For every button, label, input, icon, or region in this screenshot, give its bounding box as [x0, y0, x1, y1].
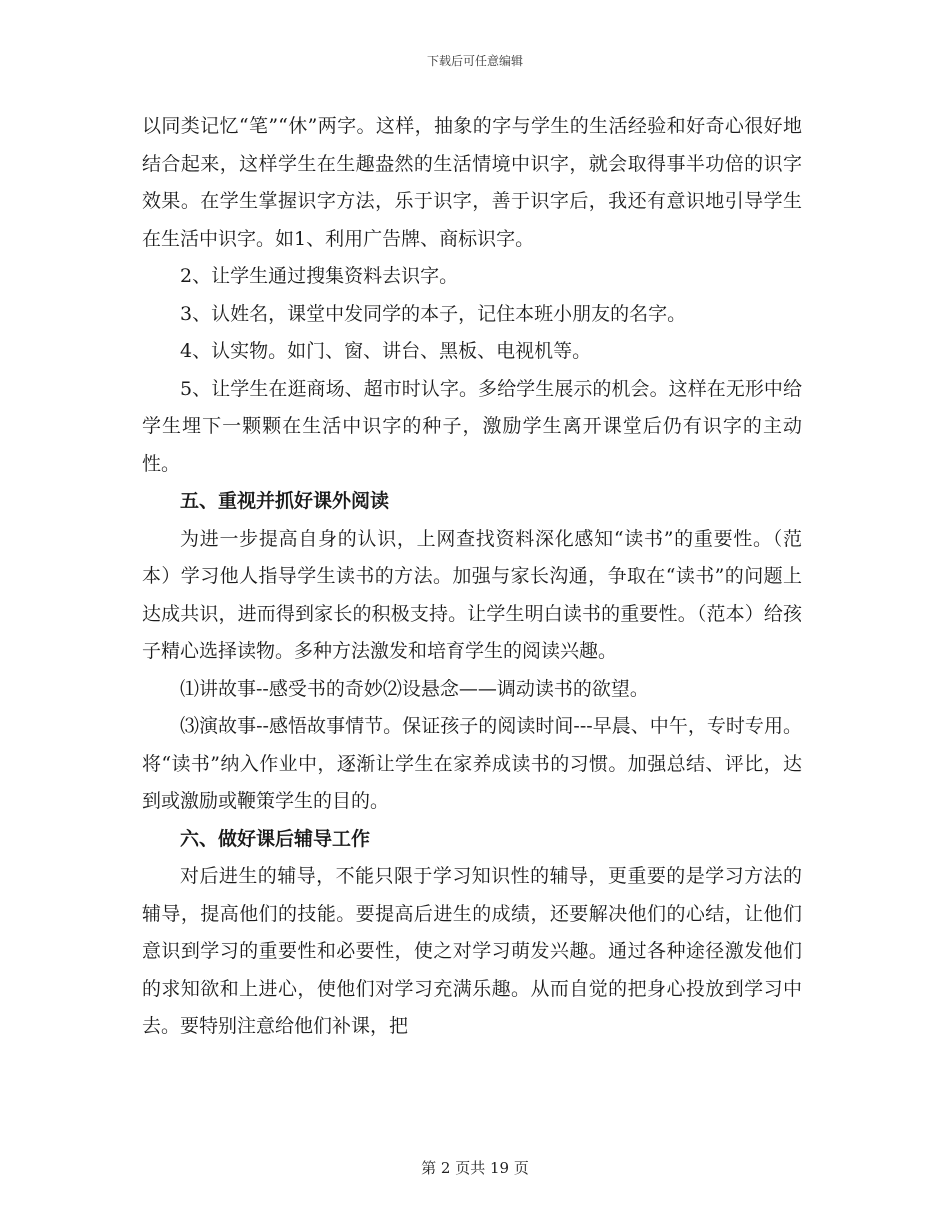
section-heading-6: 六、做好课后辅导工作 [180, 827, 371, 850]
page-footer: 第 2 页共 19 页 [421, 1159, 529, 1177]
paragraph-continuation: 以同类记忆“笔”“休”两字。这样，抽象的字与学生的生活经验和好奇心很好地结合起来，这样学生在生趣盎然的生活情境中识字，就会取得事半功倍的识字效果。在学生掌握识字方法，乐于识字，善于识字后，我还有意识地引导学生在生活中识字。如1、利用广告牌、商标识字。 [142, 115, 802, 250]
paragraph-reading-items-2: ⑶演故事--感悟故事情节。保证孩子的阅读时间---早晨、中午，专时专用。将“读书”纳入作业中，逐渐让学生在家养成读书的习惯。加强总结、评比，达到或激励或鞭策学生的目的。 [142, 715, 802, 812]
list-item-3: 3、认姓名，课堂中发同学的本子，记住本班小朋友的名字。 [180, 302, 687, 325]
list-item-4: 4、认实物。如门、窗、讲台、黑板、电视机等。 [180, 340, 592, 362]
list-item-2: 2、让学生通过搜集资料去识字。 [180, 265, 459, 287]
document-body [142, 108, 802, 1046]
paragraph-reading-items-1: ⑴讲故事--感受书的奇妙⑵设悬念——调动读书的欲望。 [180, 677, 649, 700]
list-item-5: 5、让学生在逛商场、超市时认字。多给学生展示的机会。这样在无形中给学生埋下一颗颗在生活中识字的种子，激励学生离开课堂后仍有识字的主动性。 [142, 377, 802, 475]
section-heading-5: 五、重视并抓好课外阅读 [180, 490, 390, 512]
paragraph-reading: 为进一步提高自身的认识，上网查找资料深化感知“读书”的重要性。（范本）学习他人指导学生读书的方法。加强与家长沟通，争取在“读书”的问题上达成共识，进而得到家长的积极支持。让学生明白读书的重要性。（范本）给孩子精心选择读物。多种方法激发和培育学生的阅读兴趣。 [142, 527, 802, 662]
paragraph-tutoring: 对后进生的辅导，不能只限于学习知识性的辅导，更重要的是学习方法的辅导，提高他们的技能。要提高后进生的成绩，还要解决他们的心结，让他们意识到学习的重要性和必要性，使之对学习萌发兴趣。通过各种途径激发他们的求知欲和上进心，使他们对学习充满乐趣。从而自觉的把身心投放到学习中去。要特别注意给他们补课，把 [142, 865, 802, 1037]
page-header: 下载后可任意编辑 [426, 54, 523, 68]
